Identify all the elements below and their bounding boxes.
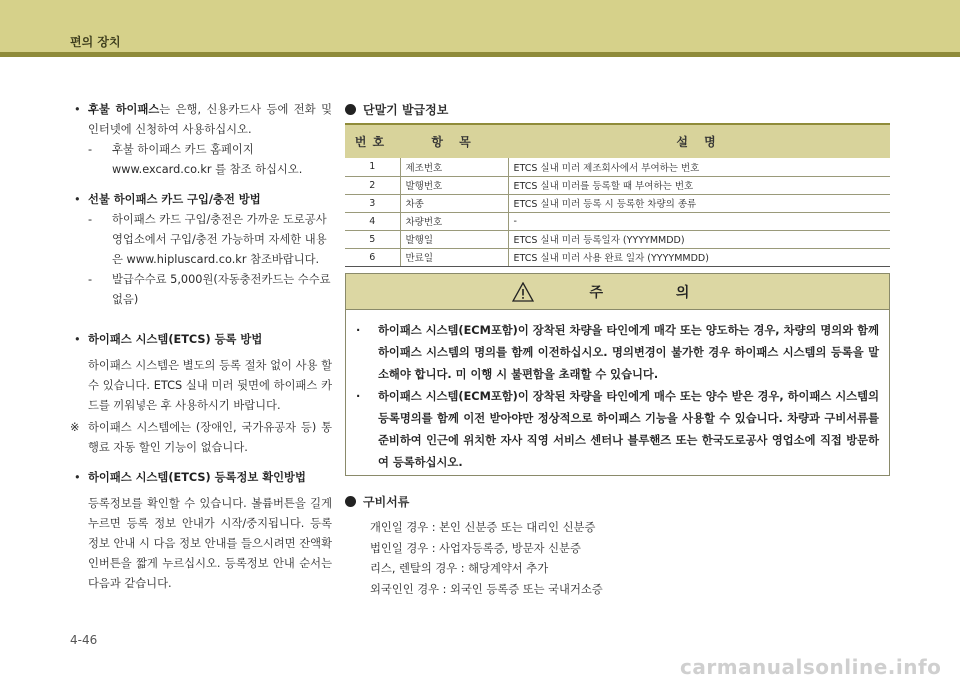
caution-box bbox=[345, 273, 890, 476]
bullet-head: 선불 하이패스 카드 구입/충전 방법 bbox=[88, 193, 261, 206]
table-cell: 2 bbox=[345, 176, 400, 194]
table-cell: ETCS 실내 미러를 등록할 때 부여하는 번호 bbox=[508, 176, 890, 194]
table-cell: ETCS 실내 미러 제조회사에서 부여하는 번호 bbox=[508, 158, 890, 176]
caution-body bbox=[346, 310, 889, 474]
table-row bbox=[345, 158, 890, 176]
bullet-paragraph: 하이패스 시스템은 별도의 등록 절차 없이 사용 할 수 있습니다. ETCS 실내 미러 뒷면에 하이패스 카드를 끼워넣은 후 사용하시기 바랍니다. bbox=[88, 359, 332, 412]
table-cell: 3 bbox=[345, 194, 400, 212]
table-cell: 6 bbox=[345, 248, 400, 266]
column-header: 항 목 bbox=[400, 124, 508, 158]
bullet-dot: • bbox=[74, 471, 81, 484]
table-cell: 제조번호 bbox=[400, 158, 508, 176]
info-table bbox=[345, 123, 890, 267]
table-cell: 발행번호 bbox=[400, 176, 508, 194]
header-rule bbox=[0, 52, 960, 57]
watermark: carmanualsonline.info bbox=[680, 655, 942, 679]
right-column bbox=[345, 100, 890, 596]
caution-item: · 하이패스 시스템(ECM포함)이 장착된 차량을 타인에게 매수 또는 양수 받은 경우, 하이패스 시스템의 등록명의를 함께 이전 받아야만 정상적으로 하이패스 기능을 사용할 수 있습니다. 차량과 구비서류를 준비하여 인근에 위치한 자사 직영 서비스 센터나 블루핸즈 또는 한국도로공사 영업소에 직접 방문하여 등록하십시오. bbox=[356, 390, 879, 469]
table-row bbox=[345, 194, 890, 212]
caution-item: · 하이패스 시스템(ECM포함)이 장착된 차량을 타인에게 매각 또는 양도하는 경우, 차량의 명의와 함께 하이패스 시스템의 명의를 함께 이전하십시오. 명의변경이 불가한 경우 하이패스 시스템의 등록을 말소해야 합니다. 미 이행 시 불편함을 초래할 수 있습니다. bbox=[356, 324, 879, 381]
circle-bullet-icon bbox=[345, 496, 356, 507]
bullet-dot: • bbox=[74, 193, 81, 206]
documents-heading: 구비서류 bbox=[345, 492, 890, 510]
warning-icon bbox=[512, 282, 534, 302]
table-cell: 발행일 bbox=[400, 230, 508, 248]
documents-section bbox=[345, 492, 890, 600]
caution-title: 주 의 bbox=[589, 284, 724, 301]
sub-item: - 하이패스 카드 구입/충전은 가까운 도로공사 영업소에서 구입/충전 가능하며 자세한 내용은 www.hipluscard.co.kr 참조바랍니다. bbox=[88, 213, 327, 266]
table-cell: 만료일 bbox=[400, 248, 508, 266]
left-column bbox=[70, 100, 332, 604]
documents-list bbox=[345, 518, 890, 600]
bullet-paragraph: 등록정보를 확인할 수 있습니다. 볼륨버튼을 길게 누르면 등록 정보 안내가 시작/중지됩니다. 등록 정보 안내 시 다음 정보 안내를 들으시려면 잔액확인버튼을 짧게 누르십시오. 등록정보 안내 순서는 다음과 같습니다. bbox=[88, 497, 332, 590]
table-cell: ETCS 실내 미러 등록일자 (YYYYMMDD) bbox=[508, 230, 890, 248]
table-header-row bbox=[345, 124, 890, 158]
document-line: 법인일 경우 : 사업자등록증, 방문자 신분증 bbox=[370, 541, 581, 555]
circle-bullet-icon bbox=[345, 104, 356, 115]
bullet-head: 하이패스 시스템(ETCS) 등록 방법 bbox=[88, 333, 263, 346]
note-item: ※ 하이패스 시스템에는 (장애인, 국가유공자 등) 통행료 자동 할인 기능이 없습니다. bbox=[70, 418, 332, 458]
table-row bbox=[345, 248, 890, 266]
table-row bbox=[345, 230, 890, 248]
sub-item: - 후불 하이패스 카드 홈페이지 www.excard.co.kr 를 참조 하십시오. bbox=[88, 143, 303, 176]
table-cell: 4 bbox=[345, 212, 400, 230]
table-heading: 단말기 발급정보 bbox=[345, 100, 890, 118]
column-header: 설 명 bbox=[508, 124, 890, 158]
bullet-dot: • bbox=[74, 333, 81, 346]
table-cell: - bbox=[508, 212, 890, 230]
bullet-registration bbox=[70, 330, 332, 416]
table-cell: 차량번호 bbox=[400, 212, 508, 230]
table-row bbox=[345, 176, 890, 194]
bullet-head: 하이패스 시스템(ETCS) 등록정보 확인방법 bbox=[88, 471, 306, 484]
header-band bbox=[0, 0, 960, 52]
note-mark: ※ bbox=[70, 421, 80, 434]
column-header: 번호 bbox=[345, 124, 400, 158]
caution-header bbox=[346, 274, 889, 310]
table-cell: ETCS 실내 미러 등록 시 등록한 차량의 종류 bbox=[508, 194, 890, 212]
table-cell: 5 bbox=[345, 230, 400, 248]
document-line: 개인일 경우 : 본인 신분증 또는 대리인 신분증 bbox=[370, 521, 596, 534]
sub-item: - 발급수수료 5,000원(자동충전카드는 수수료 없음) bbox=[88, 273, 331, 306]
bullet-prepaid bbox=[70, 190, 332, 310]
table-cell: 1 bbox=[345, 158, 400, 176]
table-row bbox=[345, 212, 890, 230]
document-line: 리스, 렌탈의 경우 : 해당계약서 추가 bbox=[370, 562, 549, 575]
table-cell: 차종 bbox=[400, 194, 508, 212]
table-cell: ETCS 실내 미러 사용 완료 일자 (YYYYMMDD) bbox=[508, 248, 890, 266]
bullet-postpaid bbox=[70, 100, 332, 180]
document-line: 외국인인 경우 : 외국인 등록증 또는 국내거소증 bbox=[370, 582, 603, 596]
bullet-text: 는 은행, 신용카드사 등에 전화 및 인터넷에 신청하여 사용하십시오. bbox=[88, 103, 332, 136]
section-title: 편의 장치 bbox=[70, 35, 121, 49]
page-number: 4-46 bbox=[70, 633, 98, 647]
bullet-dot: • bbox=[74, 103, 81, 116]
bullet-info-check bbox=[70, 468, 332, 594]
bullet-head: 후불 하이패스 bbox=[88, 103, 160, 116]
